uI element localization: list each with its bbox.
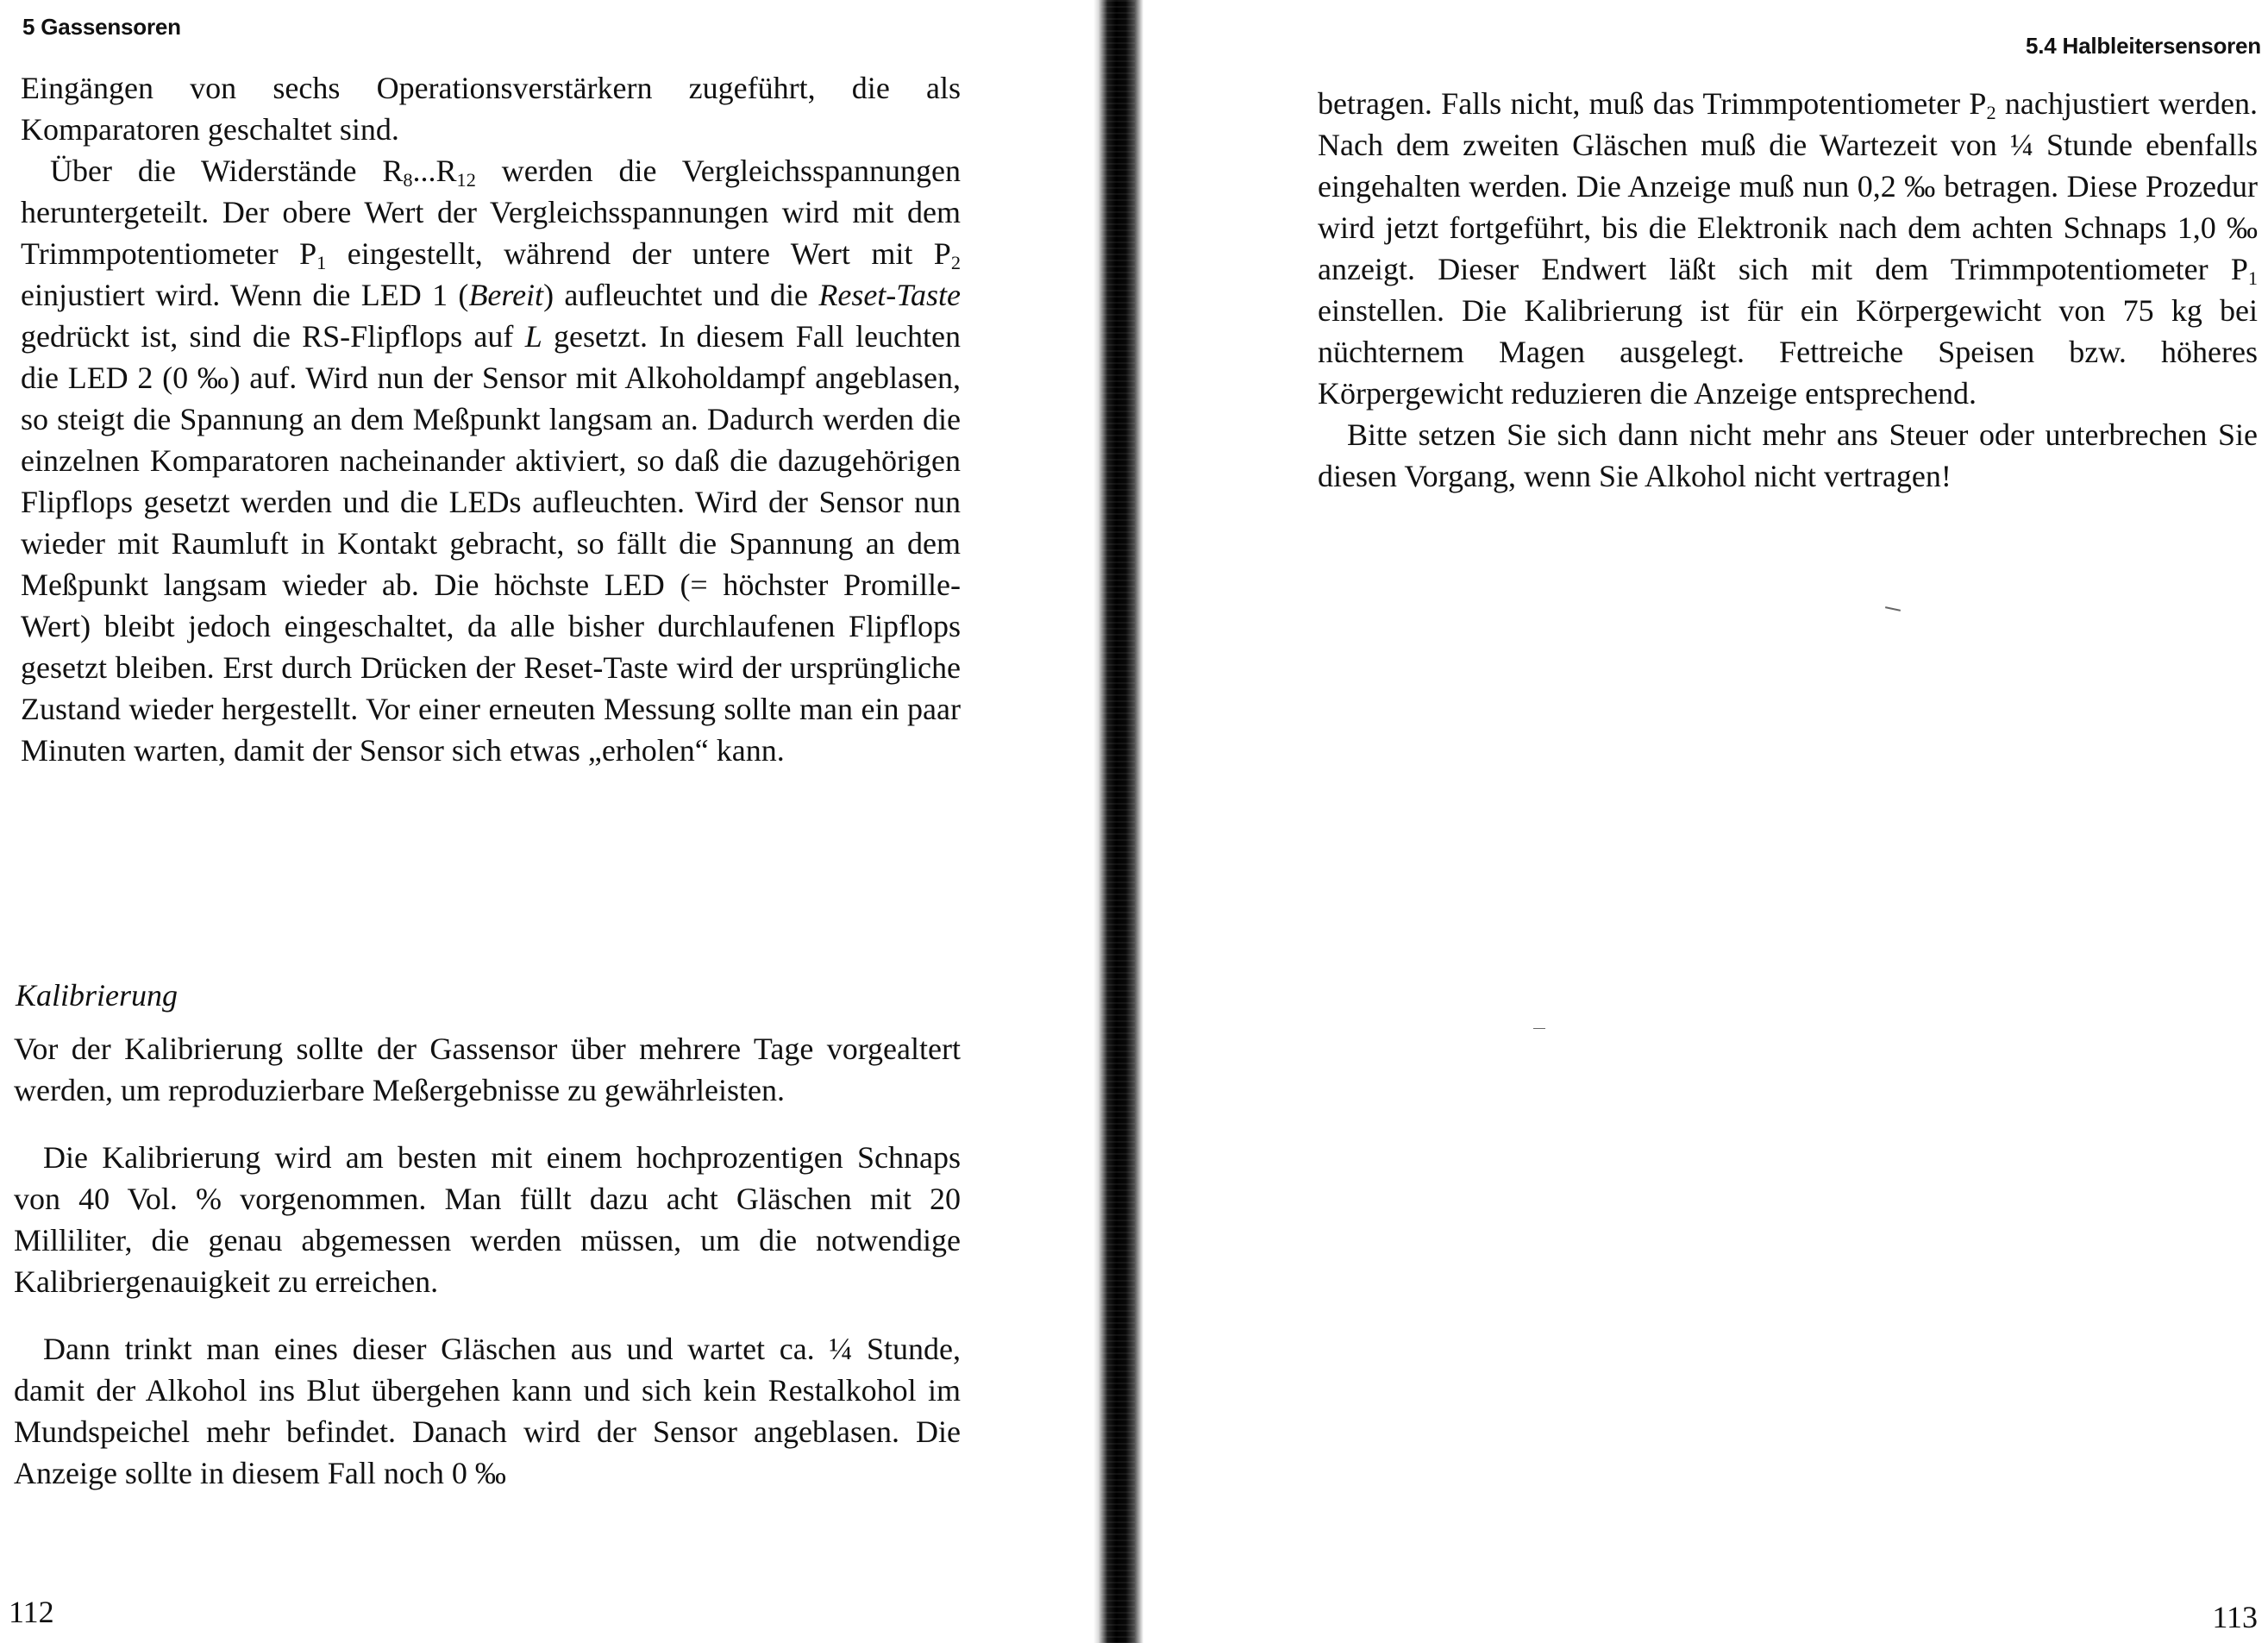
left-paragraph-2-part-8: gesetzt. In diesem Fall leuchten die LED 2 (0 ‰) auf. Wird nun der Sensor mit Alkoholdampf angeblasen, so steigt die Spannung an dem Meßpunkt langsam an. Dadurch werden die einzelnen Komparatoren nacheinander aktiviert, so daß die dazugehörigen Flipflops gesetzt werden und die LEDs aufleuchten. Wird der Sensor nun wieder mit Raumluft in Kontakt gebracht, so fällt die Spannung an dem Meßpunkt langsam wieder ab. Die höchste LED (= höchster Promille-Wert) bleibt jedoch eingeschaltet, da alle bisher durchlaufenen Flipflops gesetzt bleiben. Erst durch Drücken der Reset-Taste wird der ursprüngliche Zustand wieder hergestellt. Vor einer erneuten Messung sollte man ein paar Minuten warten, damit der Sensor sich etwas „erholen“ kann. [21, 319, 961, 768]
scan-speck-2 [1533, 1028, 1545, 1029]
right-paragraph-1 [1318, 83, 2258, 414]
right-page [1147, 0, 2268, 1643]
left-top-text-block [21, 67, 961, 771]
r12-subscript: 12 [456, 169, 476, 191]
left-page-number: 112 [9, 1595, 54, 1629]
right-paragraph-1-part-2: nachjustiert werden. Nach dem zweiten Gläschen muß die Wartezeit von ¼ Stunde ebenfalls eingehalten werden. Die Anzeige muß nun 0,2 ‰ betragen. Diese Prozedur wird jetzt fortgeführt, bis die Elektronik nach dem achten Schnaps 1,0 ‰ anzeigt. Dieser Endwert läßt sich mit dem Trimmpotentiometer P [1318, 86, 2258, 286]
right-paragraph-1-part-3: einstellen. Die Kalibrierung ist für ein Körpergewicht von 75 kg bei nüchternem Magen ausgelegt. Fettreiche Speisen bzw. höheres Körpergewicht reduzieren die Anzeige entsprechend. [1318, 293, 2258, 411]
left-page [0, 0, 1078, 1643]
section-heading-kalibrierung: Kalibrierung [16, 978, 179, 1013]
left-running-head: 5 Gassensoren [22, 14, 181, 40]
right-paragraph-1-part-1: betragen. Falls nicht, muß das Trimmpotentiometer P [1318, 86, 1987, 121]
left-paragraph-2-part-1: Über die Widerstände R [50, 154, 404, 188]
left-paragraph-2-part-2: ...R [412, 154, 457, 188]
p2-subscript-left: 2 [950, 252, 961, 274]
calibration-paragraph-2: Die Kalibrierung wird am besten mit einem hochprozentigen Schnaps von 40 Vol. % vorgenommen. Man füllt dazu acht Gläschen mit 20 Milliliter, die genau abgemessen werden müssen, um die notwendige Kalibriergenauigkeit zu erreichen. [14, 1140, 961, 1299]
left-paragraph-2 [21, 150, 961, 771]
left-paragraph-2-part-5: einjustiert wird. Wenn die LED 1 ( [21, 278, 469, 312]
left-paragraph-1: Eingängen von sechs Operationsverstärkern zugeführt, die als Komparatoren geschaltet sind. [21, 71, 961, 147]
p1-subscript-right: 1 [2247, 267, 2258, 290]
right-text-block [1318, 83, 2258, 497]
gutter-scan-noise [1100, 0, 1135, 1643]
right-paragraph-2: Bitte setzen Sie sich dann nicht mehr ans Steuer oder unterbrechen Sie diesen Vorgang, wenn Sie Alkohol nicht vertragen! [1318, 417, 2258, 493]
left-bottom-text-block [14, 1028, 961, 1494]
reset-taste-italic-text: Reset-Taste [818, 278, 961, 312]
bereit-italic-text: Bereit [468, 278, 544, 312]
left-paragraph-2-part-3: werden die Vergleichsspannungen heruntergeteilt. Der obere Wert der Vergleichsspannungen wird mit dem Trimmpotentiometer P [21, 154, 961, 271]
calibration-paragraph-3: Dann trinkt man eines dieser Gläschen aus und wartet ca. ¼ Stunde, damit der Alkohol ins Blut übergehen kann und sich kein Restalkohol im Mundspeichel mehr befindet. Danach wird der Sensor angeblasen. Die Anzeige sollte in diesem Fall noch 0 ‰ [14, 1332, 961, 1490]
right-running-head: 5.4 Halbleitersensoren [2025, 33, 2261, 59]
left-paragraph-2-part-7: gedrückt ist, sind die RS-Flipflops auf [21, 319, 525, 354]
right-page-number: 113 [2212, 1600, 2258, 1634]
left-paragraph-2-part-4: eingestellt, während der untere Wert mit P [326, 236, 951, 271]
p2-subscript-right: 2 [1986, 102, 1996, 124]
left-paragraph-2-part-6: ) aufleuchtet und die [543, 278, 819, 312]
p1-subscript-left: 1 [316, 252, 327, 274]
l-state-italic-text: L [524, 319, 542, 354]
r8-subscript: 8 [403, 169, 413, 191]
calibration-paragraph-1: Vor der Kalibrierung sollte der Gassensor über mehrere Tage vorgealtert werden, um reproduzierbare Meßergebnisse zu gewährleisten. [14, 1032, 961, 1107]
